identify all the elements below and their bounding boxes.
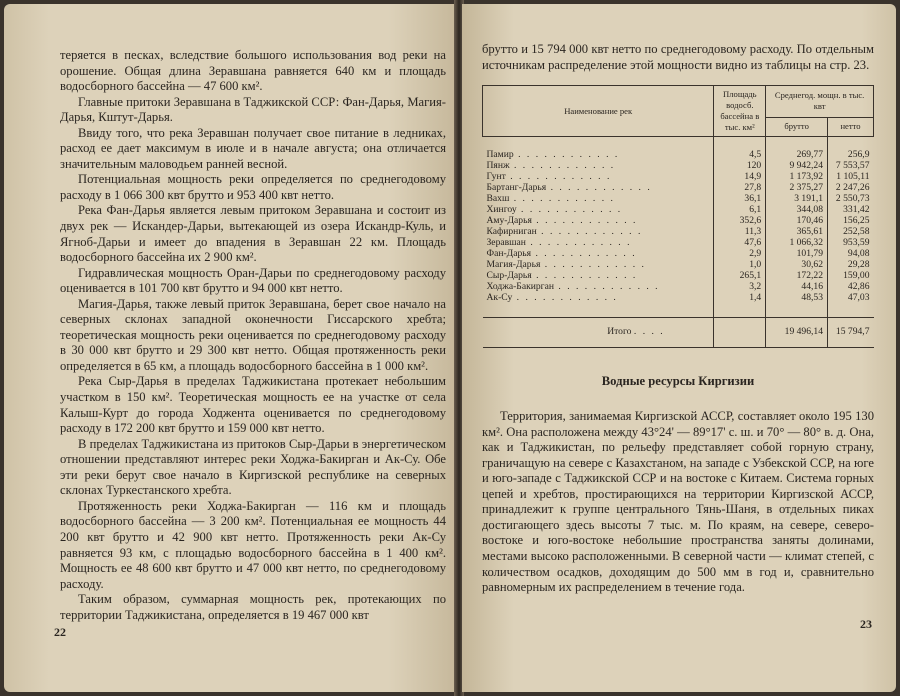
river-name: Фан-Дарья: [486, 248, 532, 260]
net-power-cell: 1 105,11: [828, 171, 874, 182]
basin-area-cell: 27,8: [714, 182, 766, 193]
net-power-cell: 252,58: [828, 226, 874, 237]
river-name: Хингоу: [486, 204, 517, 216]
table-row: [483, 270, 874, 281]
table-row: [483, 226, 874, 237]
table-row: [483, 193, 874, 204]
basin-area-cell: 6,1: [714, 204, 766, 215]
leader-dots: . . . . . . . . . . . .: [531, 215, 638, 227]
net-power-cell: 156,25: [828, 215, 874, 226]
gross-power-cell: 30,62: [766, 259, 828, 270]
basin-area-cell: 11,3: [714, 226, 766, 237]
left-page: [4, 4, 456, 692]
leader-dots: . . . . . . . . . . . .: [531, 248, 637, 260]
gross-power-cell: 1 066,32: [766, 237, 828, 248]
basin-area-cell: 1,0: [714, 259, 766, 270]
river-name-cell: [483, 281, 714, 292]
basin-area-cell: 1,4: [714, 292, 766, 318]
table-row: [483, 248, 874, 259]
paragraph: Ввиду того, что река Зеравшан получает свое питание в ледниках, расход ее дает максимум в июле и в начале августа; она отличается значительным маловодьем ранней весной.: [60, 125, 446, 171]
leader-dots: . . . . . . . . . . . .: [516, 204, 623, 216]
net-power-cell: 7 553,57: [828, 160, 874, 171]
paragraph: Река Сыр-Дарья в пределах Таджикистана протекает небольшим участком в 150 км². Теоретическая мощность ее на участке от села Калыш-Курт до города Ходжента оценивается по среднегодовому расходу в 172 200 квт брутто и 159 000 квт нетто.: [60, 374, 446, 436]
right-page-intro: брутто и 15 794 000 квт нетто по среднегодовому расходу. По отдельным источникам распределение этой мощности видно из таблицы на стр. 23.: [482, 42, 874, 72]
total-gross: 19 496,14: [766, 318, 828, 348]
table-row: [483, 215, 874, 226]
paragraph: Гидравлическая мощность Оран-Дарьи по среднегодовому расходу оценивается в 101 700 квт брутто и 94 000 квт нетто.: [60, 265, 446, 296]
table-total-row: [483, 318, 874, 348]
leader-dots: . . . . . . . . . . . .: [509, 160, 616, 172]
net-power-cell: 42,86: [828, 281, 874, 292]
river-name-cell: [483, 137, 714, 161]
river-name: Гунт: [486, 171, 506, 183]
paragraph: Потенциальная мощность реки определяется по среднегодовому расходу в 1 066 300 квт брутто и 953 400 квт нетто.: [60, 172, 446, 202]
river-name-cell: [483, 292, 714, 318]
gross-power-cell: 1 173,92: [766, 171, 828, 182]
paragraph: Таким образом, суммарная мощность рек, протекающих по территории Таджикистана, определяется в 19 467 000 квт: [60, 592, 446, 622]
gross-power-cell: 48,53: [766, 292, 828, 318]
paragraph: Река Фан-Дарья является левым притоком Зеравшана и состоит из двух рек — Искандер-Дарьи, вытекающей из озера Искандр-Куль, и Ягноб-Дарьи и имеет до впадения в Зеравшан 22 км. Площадь водосборного бассейна их 2 900 км².: [60, 203, 446, 265]
gross-power-cell: 3 191,1: [766, 193, 828, 204]
gross-power-cell: 44,16: [766, 281, 828, 292]
table-row: [483, 237, 874, 248]
table-row: [483, 259, 874, 270]
river-name-cell: [483, 215, 714, 226]
river-name-cell: [483, 248, 714, 259]
basin-area-cell: 14,9: [714, 171, 766, 182]
paragraph: Магия-Дарья, также левый приток Зеравшана, берет свое начало на северных склонах западной оконечности Гиссарского хребта; теоретическая мощность реки оценивается по среднегодовому расходу в 30 000 квт брутто и 29 300 квт нетто. Общая протяженность реки определяется в 65 км, а площадь водосборного бассейна в 1 000 км².: [60, 296, 446, 373]
rivers-power-table: [482, 85, 874, 348]
basin-area-cell: 265,1: [714, 270, 766, 281]
leader-dots: . . . . . . . . . . . .: [540, 259, 646, 271]
gross-power-cell: 170,46: [766, 215, 828, 226]
table-body: [483, 137, 874, 318]
gross-power-cell: 365,61: [766, 226, 828, 237]
river-name: Пянж: [486, 160, 510, 172]
net-power-cell: 331,42: [828, 204, 874, 215]
paragraph: Главные притоки Зеравшана в Таджикской ССР: Фан-Дарья, Магия-Дарья, Кштут-Дарья.: [60, 94, 446, 125]
left-page-text: [60, 48, 446, 623]
net-power-cell: 256,9: [828, 137, 874, 161]
net-power-cell: 953,59: [828, 237, 874, 248]
gross-power-cell: 172,22: [766, 270, 828, 281]
river-name-cell: [483, 226, 714, 237]
river-name: Памир: [486, 149, 514, 161]
leader-dots: . . . . . . . . . . . .: [531, 270, 638, 282]
header-basin-area: Площадь водосб. бассейна в тыс. км²: [714, 86, 766, 137]
river-name: Бартанг-Дарья: [486, 182, 547, 194]
river-name-cell: [483, 259, 714, 270]
header-river-name: Наименование рек: [483, 86, 714, 137]
net-power-cell: 29,28: [828, 259, 874, 270]
right-page: [462, 4, 896, 692]
table-row: [483, 160, 874, 171]
basin-area-cell: 3,2: [714, 281, 766, 292]
basin-area-cell: 120: [714, 160, 766, 171]
net-power-cell: 94,08: [828, 248, 874, 259]
table-row: [483, 171, 874, 182]
table-row: [483, 292, 874, 318]
river-name-cell: [483, 182, 714, 193]
table-row: [483, 182, 874, 193]
river-name: Магия-Дарья: [486, 259, 541, 271]
leader-dots: . . . . . . . . . . . .: [536, 226, 643, 238]
net-power-cell: 47,03: [828, 292, 874, 318]
river-name: Вахш: [486, 193, 510, 205]
gross-power-cell: 344,08: [766, 204, 828, 215]
table-row: [483, 281, 874, 292]
river-name-cell: [483, 204, 714, 215]
river-name: Ходжа-Бакирган: [486, 281, 554, 293]
table-row: [483, 204, 874, 215]
table-row: [483, 137, 874, 161]
river-name-cell: [483, 171, 714, 182]
header-net: нетто: [828, 117, 874, 137]
river-name: Ак-Су: [486, 292, 513, 304]
leader-dots: . . . . . . . . . . . .: [513, 149, 620, 161]
river-name: Кафирниган: [486, 226, 537, 238]
basin-area-cell: 47,6: [714, 237, 766, 248]
river-name-cell: [483, 270, 714, 281]
net-power-cell: 2 550,73: [828, 193, 874, 204]
leader-dots: . . . . . . . . . . . .: [505, 171, 612, 183]
total-area: [714, 318, 766, 348]
river-name-cell: [483, 193, 714, 204]
header-gross: брутто: [766, 117, 828, 137]
gross-power-cell: 269,77: [766, 137, 828, 161]
net-power-cell: 2 247,26: [828, 182, 874, 193]
paragraph: теряется в песках, вследствие большого использования вод реки на орошение. Общая длина Зеравшана равняется 640 км и площадь водосборного бассейна — 47 600 км².: [60, 48, 446, 94]
paragraph: Территория, занимаемая Киргизской АССР, составляет около 195 130 км². Она расположена между 43°24' — 89°17' с. ш. и 70° — 80° в. д. Она, как и Таджикистан, по рельефу представляет собой горную страну, граничащую на севере с Казахстаном, на западе с Узбекской ССР, на юге и юго-западе с Таджикской ССР и на востоке с Китаем. Система горных цепей и хребтов, простирающихся на территории Киргизской АССР, принадлежит к группе центрального Тянь-Шаня, в отдельных пиках достигающего здесь высоты 7 тыс. м. По краям, на севере, северо-востоке и юго-востоке небольшие пространства заняты долинами, местами высоко расположенными. В северной части — климат степей, с количеством осадков, доходящим до 500 мм в год и, сравнительно равномерным их распределением в течение года.: [482, 409, 874, 595]
right-page-number: 23: [860, 617, 872, 631]
leader-dots: . . . . . . . . . . . .: [554, 281, 660, 293]
basin-area-cell: 4,5: [714, 137, 766, 161]
river-name-cell: [483, 160, 714, 171]
total-net: 15 794,7: [828, 318, 874, 348]
river-name-cell: [483, 237, 714, 248]
basin-area-cell: 36,1: [714, 193, 766, 204]
left-page-number: 22: [54, 625, 66, 639]
gross-power-cell: 101,79: [766, 248, 828, 259]
paragraph: В пределах Таджикистана из притоков Сыр-Дарьи в энергетическом отношении представляют интерес реки Ходжа-Бакирган и Ак-Су. Обе эти реки берут свое начало в Киргизской республике на северных склонах Туркестанского хребта.: [60, 436, 446, 498]
river-name: Сыр-Дарья: [486, 270, 532, 282]
river-name: Зеравшан: [486, 237, 526, 249]
gross-power-cell: 2 375,27: [766, 182, 828, 193]
leader-dots: . . . . . . . . . . . .: [512, 292, 618, 304]
net-power-cell: 159,00: [828, 270, 874, 281]
leader-dots: . . . . . . . . . . . .: [509, 193, 615, 205]
gross-power-cell: 9 942,24: [766, 160, 828, 171]
paragraph: Протяженность реки Ходжа-Бакирган — 116 км и площадь водосборного бассейна — 3 200 км². Потенциальная ее мощность 44 200 квт брутто и 42 900 квт нетто. Протяженность реки Ак-Су равняется 93 км, с площадью водосборного бассейна в 1 400 км². Мощность ее 48 600 квт брутто и 47 000 квт нетто, по среднегодовому расходу.: [60, 498, 446, 591]
leader-dots: . . . . . . . . . . . .: [546, 182, 652, 194]
total-label: Итого . . . .: [483, 318, 714, 348]
header-avg-power: Среднегод. мощн. в тыс. квт: [766, 86, 874, 117]
leader-dots: . . . . . . . . . . . .: [525, 237, 632, 249]
basin-area-cell: 2,9: [714, 248, 766, 259]
basin-area-cell: 352,6: [714, 215, 766, 226]
river-name: Аму-Дарья: [486, 215, 532, 227]
section-title: Водные ресурсы Киргизии: [601, 374, 755, 389]
